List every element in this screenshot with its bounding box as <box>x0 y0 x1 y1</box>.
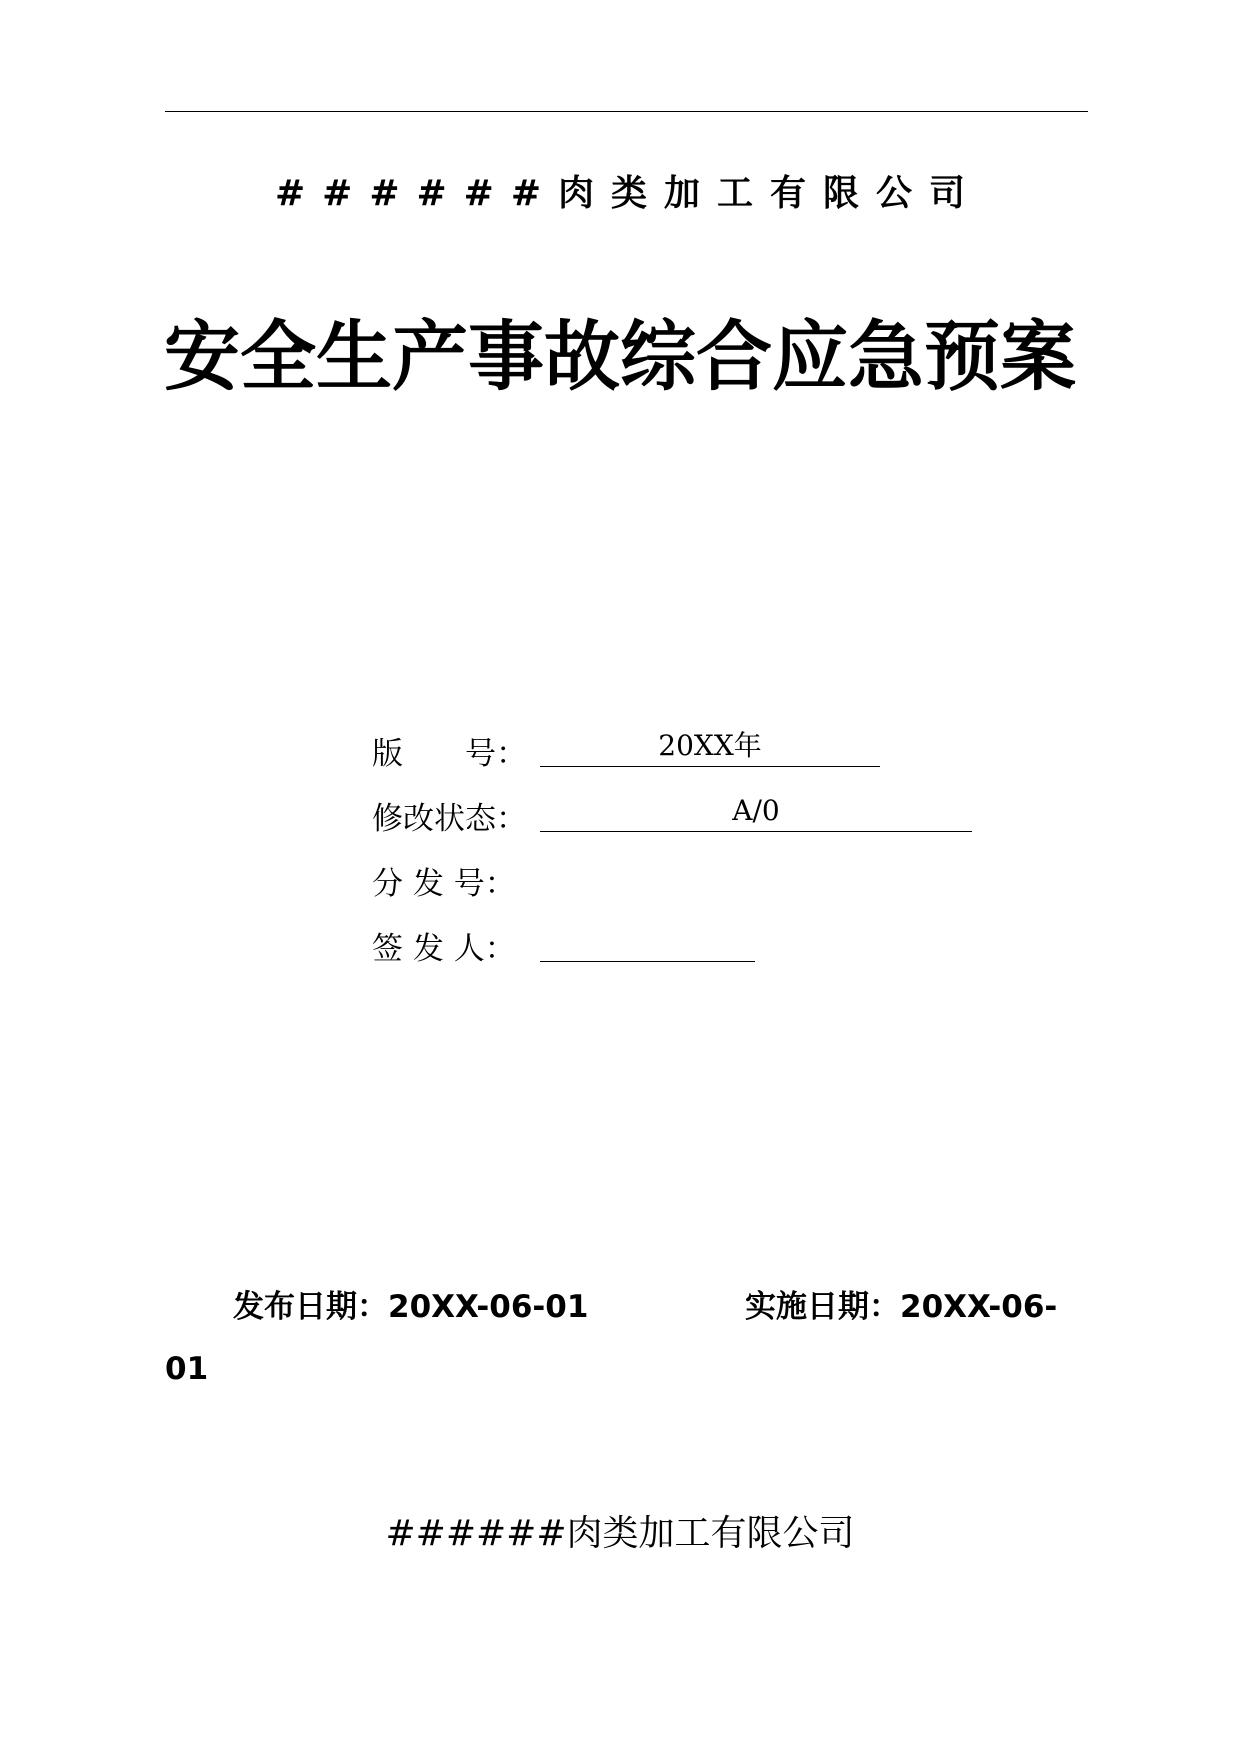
effective-date-tail: 01 <box>165 1351 209 1387</box>
publish-date: 发布日期：20XX-06-01 <box>233 1289 589 1325</box>
issuer-label: 签 发 人： <box>372 931 516 967</box>
revision-value: A/0 <box>540 793 972 832</box>
header-rule <box>165 111 1088 112</box>
distribution-label: 分 发 号： <box>372 866 516 902</box>
document-title: 安全生产事故综合应急预案 <box>164 312 1076 401</box>
effective-date: 实施日期：20XX-06- <box>745 1289 1058 1325</box>
version-value: 20XX年 <box>540 728 880 767</box>
issuer-value <box>540 923 755 962</box>
footer-company: ######肉类加工有限公司 <box>385 1513 855 1554</box>
company-header: ######肉类加工有限公司 <box>275 173 982 214</box>
revision-label: 修改状态： <box>372 801 527 837</box>
version-label: 版 号： <box>372 736 527 772</box>
